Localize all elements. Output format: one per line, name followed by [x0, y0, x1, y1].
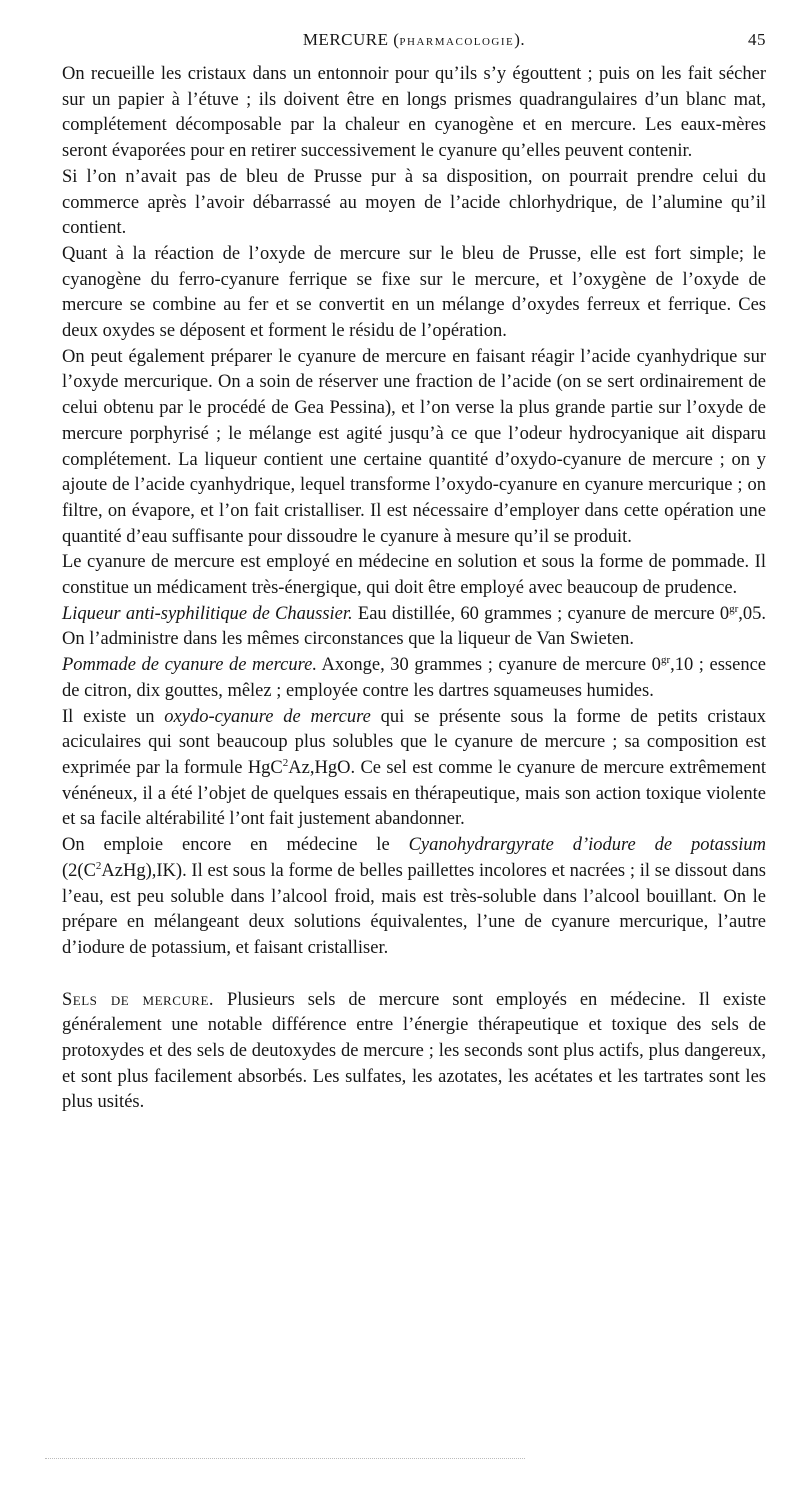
running-header — [62, 30, 766, 56]
running-title: MERCURE (PHARMACOLOGIE). — [302, 30, 526, 49]
paragraph-preparation: On peut également préparer le cyanure de mercure en faisant réagir l’acide cyanhydrique sur l’oxyde mercurique. On a soin de réserver une fraction de l’acide (on se sert ordinairement de celui obtenu par le procédé de Gea Pessina), et l’on verse la plus grande partie sur l’oxyde de mercure porphyrisé ; le mélange est agité jusqu’à ce que l’odeur hydrocyanique ait disparu complétement. La liqueur contient une certaine quantité d’oxydo-cyanure de mercure ; on y ajoute de l’acide cyanhydrique, lequel transforme l’oxydo-cyanure en cyanure mercurique ; on filtre, on évapore, et l’on fait cristalliser. Il est nécessaire d’employer dans cette opération une quantité d’eau suffisante pour dissoudre le cyanure à mesure qu’il se produit. — [62, 346, 766, 547]
book-page — [62, 30, 766, 1116]
body-text — [62, 62, 766, 1116]
pommade-title: Pommade de cyanure de mercure. — [62, 655, 317, 676]
footer-dotted-rule — [45, 1458, 525, 1461]
paragraph-oxydo-cyanure: Il existe un oxydo-cyanure de mercure qui se présente sous la forme de petits cristaux aciculaires qui sont beaucoup plus solubles que le cyanure de mercure ; sa composition est exprimée par la formule HgC$^2$Az,HgO. Ce sel est comme le cyanure de mercure extrêmement vénéneux, il a été l’objet de quelques essais en thérapeutique, mais son action toxique violente et sa facile altérabilité l’ont fait justement abandonner. — [62, 706, 766, 830]
section-gap — [62, 962, 766, 988]
page-number: 45 — [748, 30, 766, 49]
header-title-sub: PHARMACOLOGIE — [399, 36, 515, 48]
paragraph-sels-de-mercure: Sels de mercure. Plusieurs sels de mercure sont employés en médecine. Il existe généralement une notable différence entre l’énergie thérapeutique et toxique des sels de protoxydes et des sels de deutoxydes de mercure ; les seconds sont plus actifs, plus dangereux, et sont plus facilement absorbés. Les sulfates, les azotates, les acétates et les tartrates sont les plus usités. — [62, 989, 766, 1113]
paragraph-medical-use: Le cyanure de mercure est employé en médecine en solution et sous la forme de pommade. Il constitue un médicament très-énergique, qui doit être employé avec beaucoup de prudence. — [62, 552, 766, 599]
paragraph-reaction: Quant à la réaction de l’oxyde de mercure sur le bleu de Prusse, elle est fort simple; le cyanogène du ferro-cyanure ferrique se fixe sur le mercure, et l’oxygène de l’oxyde de mercure se combine au fer et se convertit en un mélange d’oxydes ferreux et ferrique. Ces deux oxydes se déposent et forment le résidu de l’opération. — [62, 243, 766, 342]
header-title-main: MERCURE — [302, 30, 389, 49]
section-title: Sels de mercure. — [62, 989, 215, 1010]
paragraph-cyanohydrargyrate: On emploie encore en médecine le Cyanohydrargyrate d’iodure de potassium $(2(C^2AzHg),IK)$. Il est sous la forme de belles paillettes incolores et nacrées ; il se dissout dans l’eau, est peu soluble dans l’alcool froid, mais est très-soluble dans l’alcool bouillant. On le prépare en mélangeant deux solutions équivalentes, l’une de cyanure mercurique, l’autre d’iodure de potassium, et faisant cristalliser. — [62, 835, 767, 958]
paragraph-crystals: On recueille les cristaux dans un entonnoir pour qu’ils s’y égouttent ; puis on les fait sécher sur un papier à l’étuve ; ils doivent être en longs prismes quadrangulaires d’un blanc mat, complétement décomposable par la chaleur en cyanogène et en mercure. Les eaux-mères seront évaporées pour en retirer successivement le cyanure qu’elles peuvent contenir. — [62, 64, 766, 162]
liqueur-title: Liqueur anti-syphilitique de Chaussier. — [62, 603, 353, 624]
paragraph-prussian-blue: Si l’on n’avait pas de bleu de Prusse pur à sa disposition, on pourrait prendre celui du commerce après l’avoir débarrassé au moyen de l’acide chlorhydrique, de l’alumine qu’il contient. — [62, 166, 766, 239]
paragraph-liqueur: Liqueur anti-syphilitique de Chaussier. Eau distillée, 60 grammes ; cyanure de mercure $0^{gr},05$. On l’administre dans les mêmes circonstances que la liqueur de Van Swieten. — [62, 602, 766, 650]
paragraph-pommade: Pommade de cyanure de mercure. Axonge, 30 grammes ; cyanure de mercure $0^{gr},10$ ; essence de citron, dix gouttes, mêlez ; employée contre les dartres squameuses humides. — [62, 654, 766, 701]
